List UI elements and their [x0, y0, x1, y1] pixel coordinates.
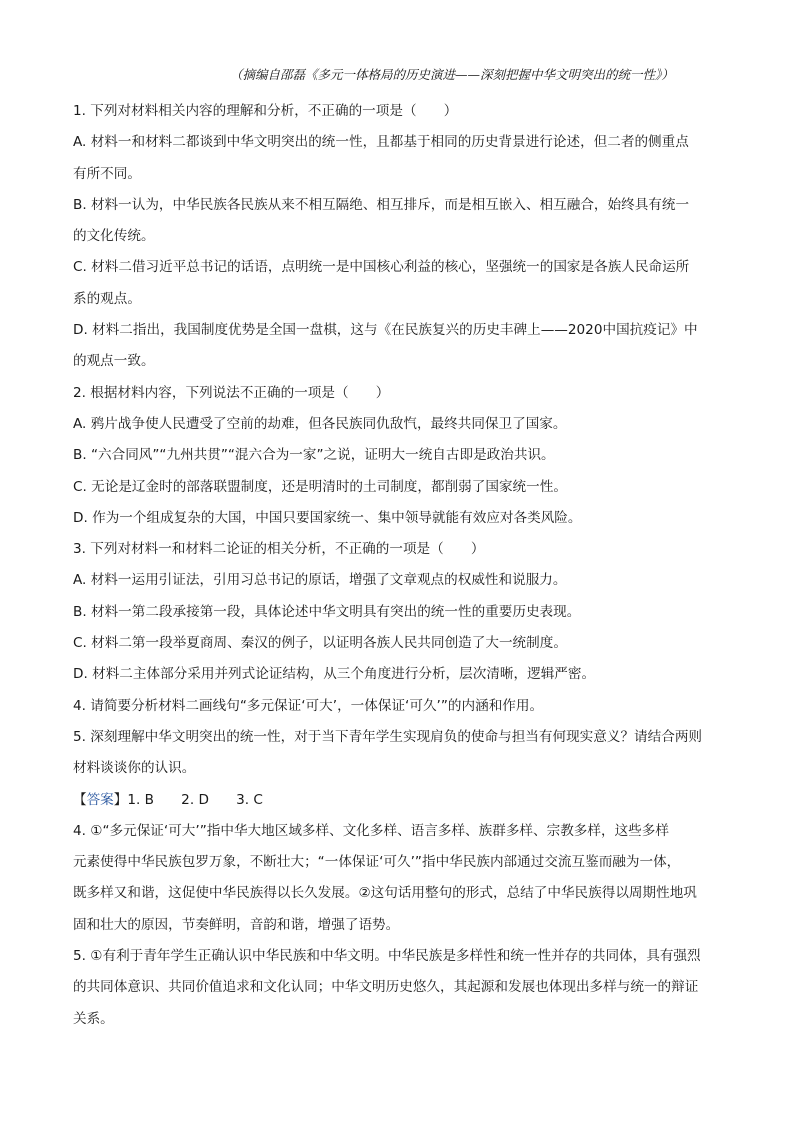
q1-option-c-line-1: C. 材料二借习近平总书记的话语，点明统一是中国核心利益的核心，坚强统一的国家是各族人民命运所 [73, 259, 690, 276]
question-1-stem: 1. 下列对材料相关内容的理解和分析，不正确的一项是（ ） [73, 103, 458, 119]
answer-label: 答案 [86, 791, 114, 808]
q3-option-c: C. 材料二第一段举夏商周、秦汉的例子，以证明各族人民共同创造了大一统制度。 [73, 635, 567, 652]
answer-4-line-1: 4. ①“多元保证‘可大’”指中华大地区域多样、文化多样、语言多样、族群多样、宗教多样，这些多样 [73, 822, 669, 839]
q2-option-a: A. 鸦片战争使人民遭受了空前的劫难，但各民族同仇敌忾，最终共同保卫了国家。 [73, 415, 567, 432]
q3-option-d: D. 材料二主体部分采用并列式论证结构，从三个角度进行分析，层次清晰，逻辑严密。 [73, 666, 596, 683]
answer-4-line-3: 既多样又和谐，这促使中华民族得以长久发展。②这句话用整句的形式，总结了中华民族得以周期性地巩 [73, 885, 697, 902]
question-area [73, 96, 723, 1035]
q1-option-d-line-2: 的观点一致。 [73, 353, 155, 370]
q3-option-a: A. 材料一运用引证法，引用习总书记的原话，增强了文章观点的权威性和说服力。 [73, 572, 567, 589]
question-3-stem: 3. 下列对材料一和材料二论证的相关分析，不正确的一项是（ ） [73, 541, 485, 558]
question-5-continuation: 材料谈谈你的认识。 [73, 760, 196, 777]
question-5-stem: 5. 深刻理解中华文明突出的统一性，对于当下青年学生实现肩负的使命与担当有何现实意义？请结合两则 [73, 728, 703, 745]
question-4-stem: 4. 请简要分析材料二画线句“多元保证‘可大’，一体保证‘可久’”的内涵和作用。 [73, 697, 544, 714]
answer-4-line-2: 元素使得中华民族包罗万象，不断壮大；“一体保证‘可久’”指中华民族内部通过交流互鉴而融为一体， [73, 854, 681, 871]
q3-option-b: B. 材料一第二段承接第一段，具体论述中华文明具有突出的统一性的重要历史表现。 [73, 603, 581, 620]
q1-option-a-line-2: 有所不同。 [73, 165, 141, 182]
answer-5-line-1: 5. ①有利于青年学生正确认识中华民族和中华文明。中华民族是多样性和统一性并存的共同体，具有强烈 [73, 948, 701, 965]
answer-tag: 【答案】 [73, 791, 128, 808]
q2-option-d: D. 作为一个组成复杂的大国，中国只要国家统一、集中领导就能有效应对各类风险。 [73, 509, 582, 526]
q1-option-b-line-2: 的文化传统。 [73, 228, 155, 245]
source-citation: （摘编自邵磊《多元一体格局的历史演进——深刻把握中华文明突出的统一性》） [230, 67, 674, 82]
q2-option-c: C. 无论是辽金时的部落联盟制度，还是明清时的土司制度，都削弱了国家统一性。 [73, 478, 567, 495]
question-2-stem: 2. 根据材料内容，下列说法不正确的一项是（ ） [73, 384, 390, 401]
q1-option-b-line-1: B. 材料一认为，中华民族各民族从来不相互隔绝、相互排斥，而是相互嵌入、相互融合，始终具有统一 [73, 196, 690, 213]
answer-choices-line [73, 785, 723, 816]
answer-5-line-3: 关系。 [73, 1010, 114, 1027]
answer-choices: 1. B 2. D 3. C [127, 791, 263, 808]
q1-option-d-line-1: D. 材料二指出，我国制度优势是全国一盘棋，这与《在民族复兴的历史丰碑上——2020中国抗疫记》中 [73, 322, 698, 339]
q1-option-a-line-1: A. 材料一和材料二都谈到中华文明突出的统一性，且都基于相同的历史背景进行论述，但二者的侧重点 [73, 134, 689, 151]
answer-4-line-4: 固和壮大的原因，节奏鲜明，音韵和谐，增强了语势。 [73, 916, 400, 933]
q1-option-c-line-2: 系的观点。 [73, 290, 141, 307]
q2-option-b: B. “六合同风”“九州共贯”“混六合为一家”之说，证明大一统自古即是政治共识。 [73, 447, 555, 464]
answer-5-line-2: 的共同体意识、共同价值追求和文化认同；中华文明历史悠久，其起源和发展也体现出多样与统一的辩证 [73, 979, 699, 996]
